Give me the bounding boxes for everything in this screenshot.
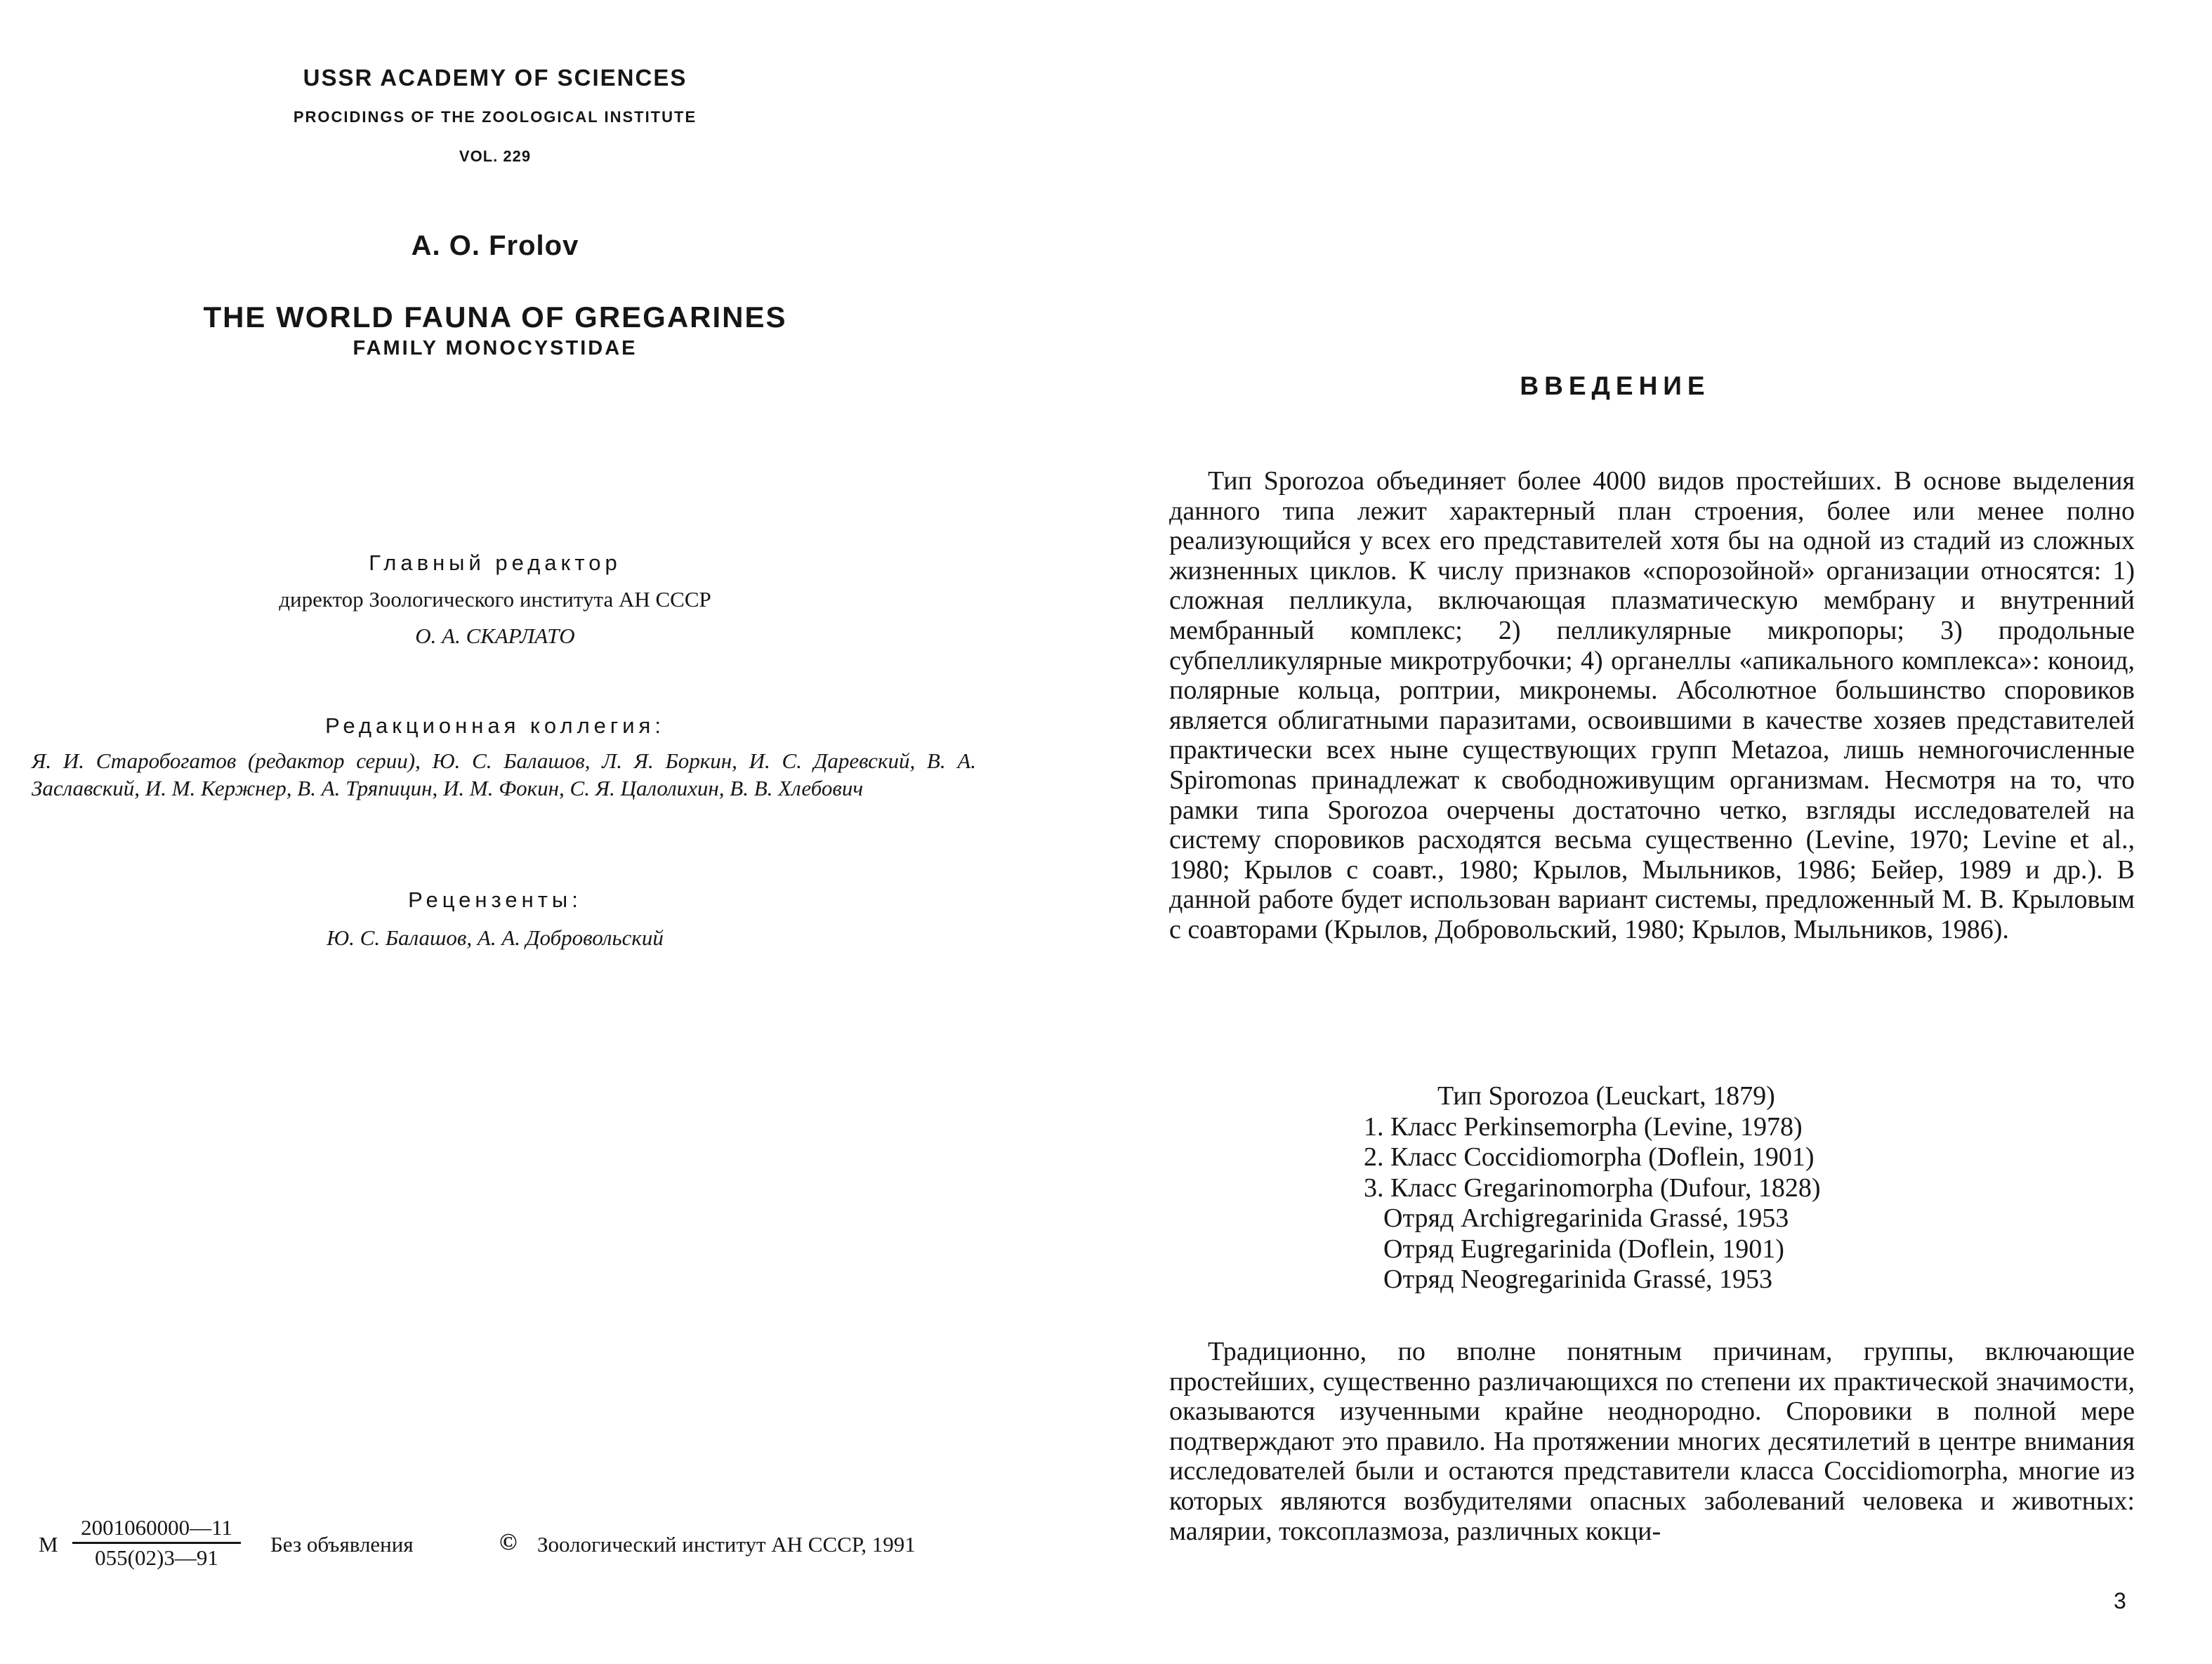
publisher-line: Зоологический институт АН СССР, 1991 (537, 1532, 916, 1557)
left-title-page (0, 0, 1039, 1664)
right-text-page (1095, 0, 2212, 1664)
editor-label: Главный редактор (369, 550, 621, 575)
imprint-fraction (72, 1515, 241, 1571)
book-subtitle: FAMILY MONOCYSTIDAE (353, 337, 638, 359)
author-name: A. O. Frolov (411, 230, 579, 261)
copyright-icon: © (499, 1529, 518, 1555)
book-title: THE WORLD FAUNA OF GREGARINES (203, 301, 787, 334)
classification-class-3: 3. Класс Gregarinomorpha (Dufour, 1828) (1364, 1173, 1821, 1203)
volume-number: VOL. 229 (459, 147, 532, 165)
editor-name: О. А. СКАРЛАТО (415, 623, 575, 648)
editorial-board-label: Редакционная коллегия: (325, 713, 665, 738)
classification-order-1: Отряд Archigregarinida Grassé, 1953 (1383, 1203, 1789, 1233)
reviewers-label: Рецензенты: (408, 887, 582, 912)
page-number: 3 (2114, 1588, 2126, 1613)
introduction-paragraph: Тип Sporozoa объединяет более 4000 видов простейших. В основе выделения данного типа лежит характерный план строения, более или менее полно реализующийся у всех его представителей хотя бы на одной из стадий из сложных жизненных циклов. К числу признаков «спорозойной» организации относятся: 1) сложная пелликула, включающая плазматическую мембрану и внутренний мембранный комплекс; 2) пелликулярные микропоры; 3) продольные субпелликулярные микротрубочки; 4) органеллы «апикального комплекса»: коноид, полярные кольца, роптрии, микронемы. Абсолютное большинство споровиков является облигатными паразитами, освоившими в качестве хозяев представителей практически всех ныне существующих групп Metazoa, лишь немногочисленные Spiromonas принадлежат к свободноживущим организмам. Несмотря на то, что рамки типа Sporozoa очерчены достаточно четко, взгляды исследователей на систему споровиков расходятся весьма существенно (Levine, 1970; Levine et al., 1980; Крылов с соавт., 1980; Крылов, Мыльников, 1986; Бейер, 1989 и др.). В данной работе будет использован вариант системы, предложенный М. В. Крыловым с соавторами (Крылов, Добровольский, 1980; Крылов, Мыльников, 1986). (1169, 466, 2135, 944)
imprint-numerator: 2001060000—11 (72, 1515, 241, 1544)
imprint-denominator: 055(02)3—91 (95, 1545, 218, 1570)
classification-type: Тип Sporozoa (Leuckart, 1879) (1437, 1081, 1775, 1111)
imprint-prefix: М (39, 1532, 58, 1557)
imprint-note: Без объявления (270, 1532, 414, 1557)
publication-imprint (39, 1515, 1008, 1571)
traditional-paragraph: Традиционно, по вполне понятным причинам, группы, включающие простейших, существенно различающихся по степени их практической значимости, оказываются изученными крайне неоднородно. Споровики в полной мере подтверждают это правило. На протяжении многих десятилетий в центре внимания исследователей были и остаются представители класса Coccidiomorpha, многие из которых являются возбудителями опасных заболеваний человека и животных: малярии, токсоплазмоза, различных кокци- (1169, 1337, 2135, 1546)
section-heading: ВВЕДЕНИЕ (1520, 371, 1711, 400)
series-name: PROCIDINGS OF THE ZOOLOGICAL INSTITUTE (293, 108, 697, 126)
classification-order-2: Отряд Eugregarinida (Doflein, 1901) (1383, 1234, 1784, 1264)
editor-position: директор Зоологического института АН СССР (279, 587, 711, 612)
classification-class-2: 2. Класс Coccidiomorpha (Doflein, 1901) (1364, 1142, 1815, 1172)
classification-class-1: 1. Класс Perkinsemorpha (Levine, 1978) (1364, 1111, 1803, 1142)
classification-order-3: Отряд Neogregarinida Grassé, 1953 (1383, 1264, 1773, 1294)
editorial-board-members: Я. И. Старобогатов (редактор серии), Ю. С. Балашов, Л. Я. Боркин, И. С. Даревский, В. А. Заславский, И. М. Кержнер, В. А. Тряпицин, И. М. Фокин, С. Я. Цалолихин, В. В. Хлебович (32, 748, 976, 800)
institution-name: USSR ACADEMY OF SCIENCES (303, 65, 687, 91)
reviewers-names: Ю. С. Балашов, А. А. Добровольский (327, 925, 664, 950)
